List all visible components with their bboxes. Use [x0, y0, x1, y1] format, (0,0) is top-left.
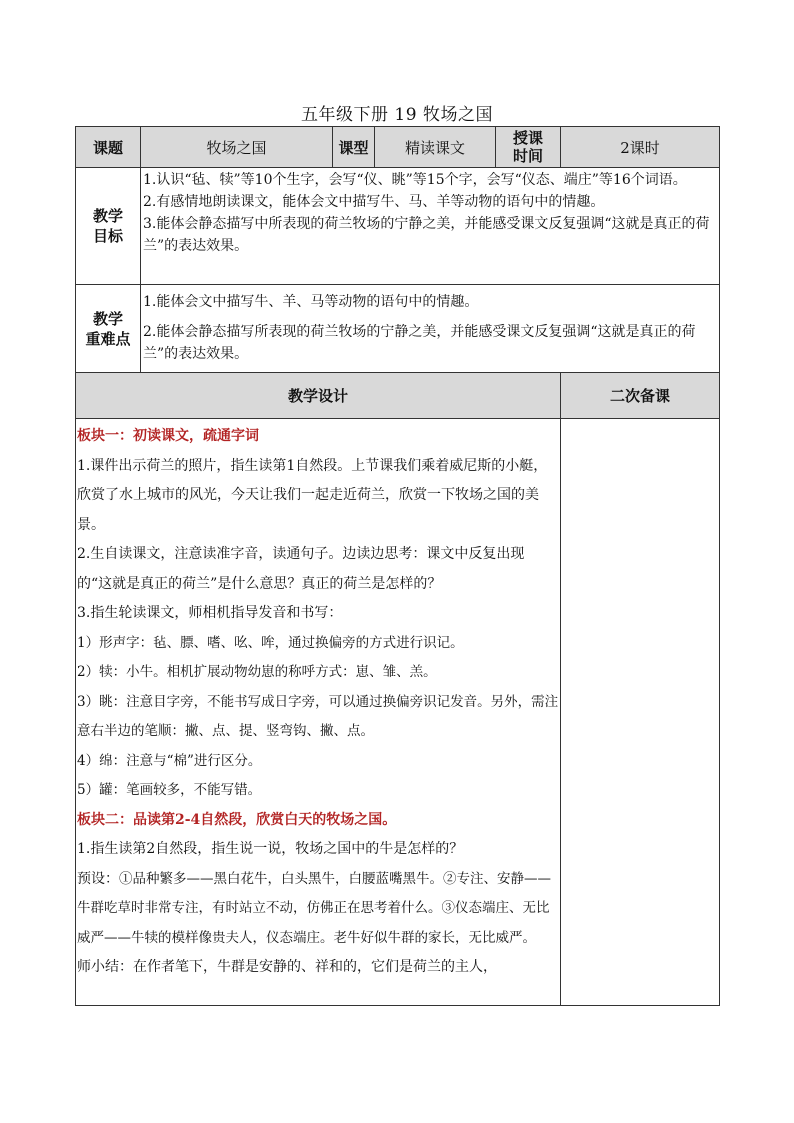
vocab-note: 3）眺：注意目字旁，不能书写成日字旁，可以通过换偏旁识记发音。另外，需注意右半边的笔顺：撇、点、提、竖弯钩、撇、点。 — [77, 693, 559, 739]
design-paragraph: 2.生自读课文，注意读准字音，读通句子。边读边思考：课文中反复出现的“这就是真正的荷兰”是什么意思？真正的荷兰是怎样的？ — [77, 546, 525, 592]
key-points-label — [76, 285, 141, 373]
design-paragraph: 1.指生读第2自然段，指生说一说，牧场之国中的牛是怎样的？ — [77, 841, 464, 857]
document-title: 五年级下册 19 牧场之国 — [301, 105, 493, 125]
objectives-content — [141, 168, 720, 285]
key-point-item: 2.能体会静态描写所表现的荷兰牧场的宁静之美，并能感受课文反复强调“这就是真正的荷兰”的表达效果。 — [143, 324, 696, 362]
objectives-label-line1: 教学 — [92, 207, 123, 225]
design-paragraph — [77, 865, 559, 954]
vocab-note: 2）犊：小牛。相机扩展动物幼崽的称呼方式：崽、雏、羔。 — [77, 664, 437, 680]
type-value: 精读课文 — [375, 127, 496, 168]
lesson-plan-table — [75, 126, 720, 1006]
section-heading-1: 板块一：初读课文，疏通字词 — [77, 428, 259, 444]
header-row — [76, 127, 720, 168]
design-header: 教学设计 — [76, 373, 561, 419]
design-paragraph: 3.指生轮读课文，师相机指导发音和书写： — [77, 605, 343, 621]
label-type: 课型 — [333, 127, 375, 168]
objective-item: 2.有感情地朗读课文，能体会文中描写牛、马、羊等动物的语句中的情趣。 — [143, 194, 605, 210]
key-points-row — [76, 285, 720, 373]
objectives-label — [76, 168, 141, 285]
design-header-row — [76, 373, 720, 419]
notes-content — [561, 419, 720, 1006]
design-content — [76, 419, 561, 1006]
design-body-row — [76, 419, 720, 1006]
vocab-note: 5）罐：笔画较多，不能写错。 — [77, 782, 262, 798]
objective-item: 1.认识“毡、犊”等10个生字，会写“仪、眺”等15个字，会写“仪态、端庄”等16个词语。 — [143, 172, 687, 188]
notes-header: 二次备课 — [561, 373, 720, 419]
section-heading-2: 板块二：品读第2-4自然段，欣赏白天的牧场之国。 — [77, 811, 397, 828]
objectives-label-line2: 目标 — [92, 227, 123, 245]
label-hours — [496, 127, 561, 168]
design-paragraph: 师小结：在作者笔下，牛群是安静的、祥和的，它们是荷兰的主人， — [77, 959, 497, 975]
preset-label: 预设： — [77, 870, 119, 887]
hours-value: 2课时 — [561, 127, 720, 168]
vocab-note: 4）绵：注意与“棉”进行区分。 — [77, 752, 262, 769]
label-topic: 课题 — [76, 127, 141, 168]
topic-value: 牧场之国 — [141, 127, 333, 168]
key-points-label-line2: 重难点 — [85, 329, 131, 348]
design-paragraph: 1.课件出示荷兰的照片，指生读第1自然段。上节课我们乘着威尼斯的小艇，欣赏了水上城市的风光，今天让我们一起走近荷兰，欣赏一下牧场之国的美景。 — [77, 457, 548, 533]
label-hours-line2: 时间 — [512, 147, 543, 165]
preset-text: ①品种繁多——黑白花牛，白头黑牛，白腰蓝嘴黑牛。②专注、安静——牛群吃草时非常专注，有时站立不动，仿佛正在思考着什么。③仪态端庄、无比威严——牛犊的模样像贵夫人，仪态端庄。老牛好似牛群的家长，无比威严。 — [77, 870, 551, 946]
key-points-content — [141, 285, 720, 373]
key-points-label-line1: 教学 — [92, 309, 123, 328]
key-point-item: 1.能体会文中描写牛、羊、马等动物的语句中的情趣。 — [143, 294, 479, 310]
label-hours-line1: 授课 — [512, 129, 543, 147]
objective-item: 3.能体会静态描写中所表现的荷兰牧场的宁静之美，并能感受课文反复强调“这就是真正的荷兰”的表达效果。 — [143, 216, 710, 254]
objectives-row — [76, 168, 720, 285]
vocab-note: 1）形声字：毡、膘、嗜、吆、哞，通过换偏旁的方式进行识记。 — [77, 634, 464, 651]
